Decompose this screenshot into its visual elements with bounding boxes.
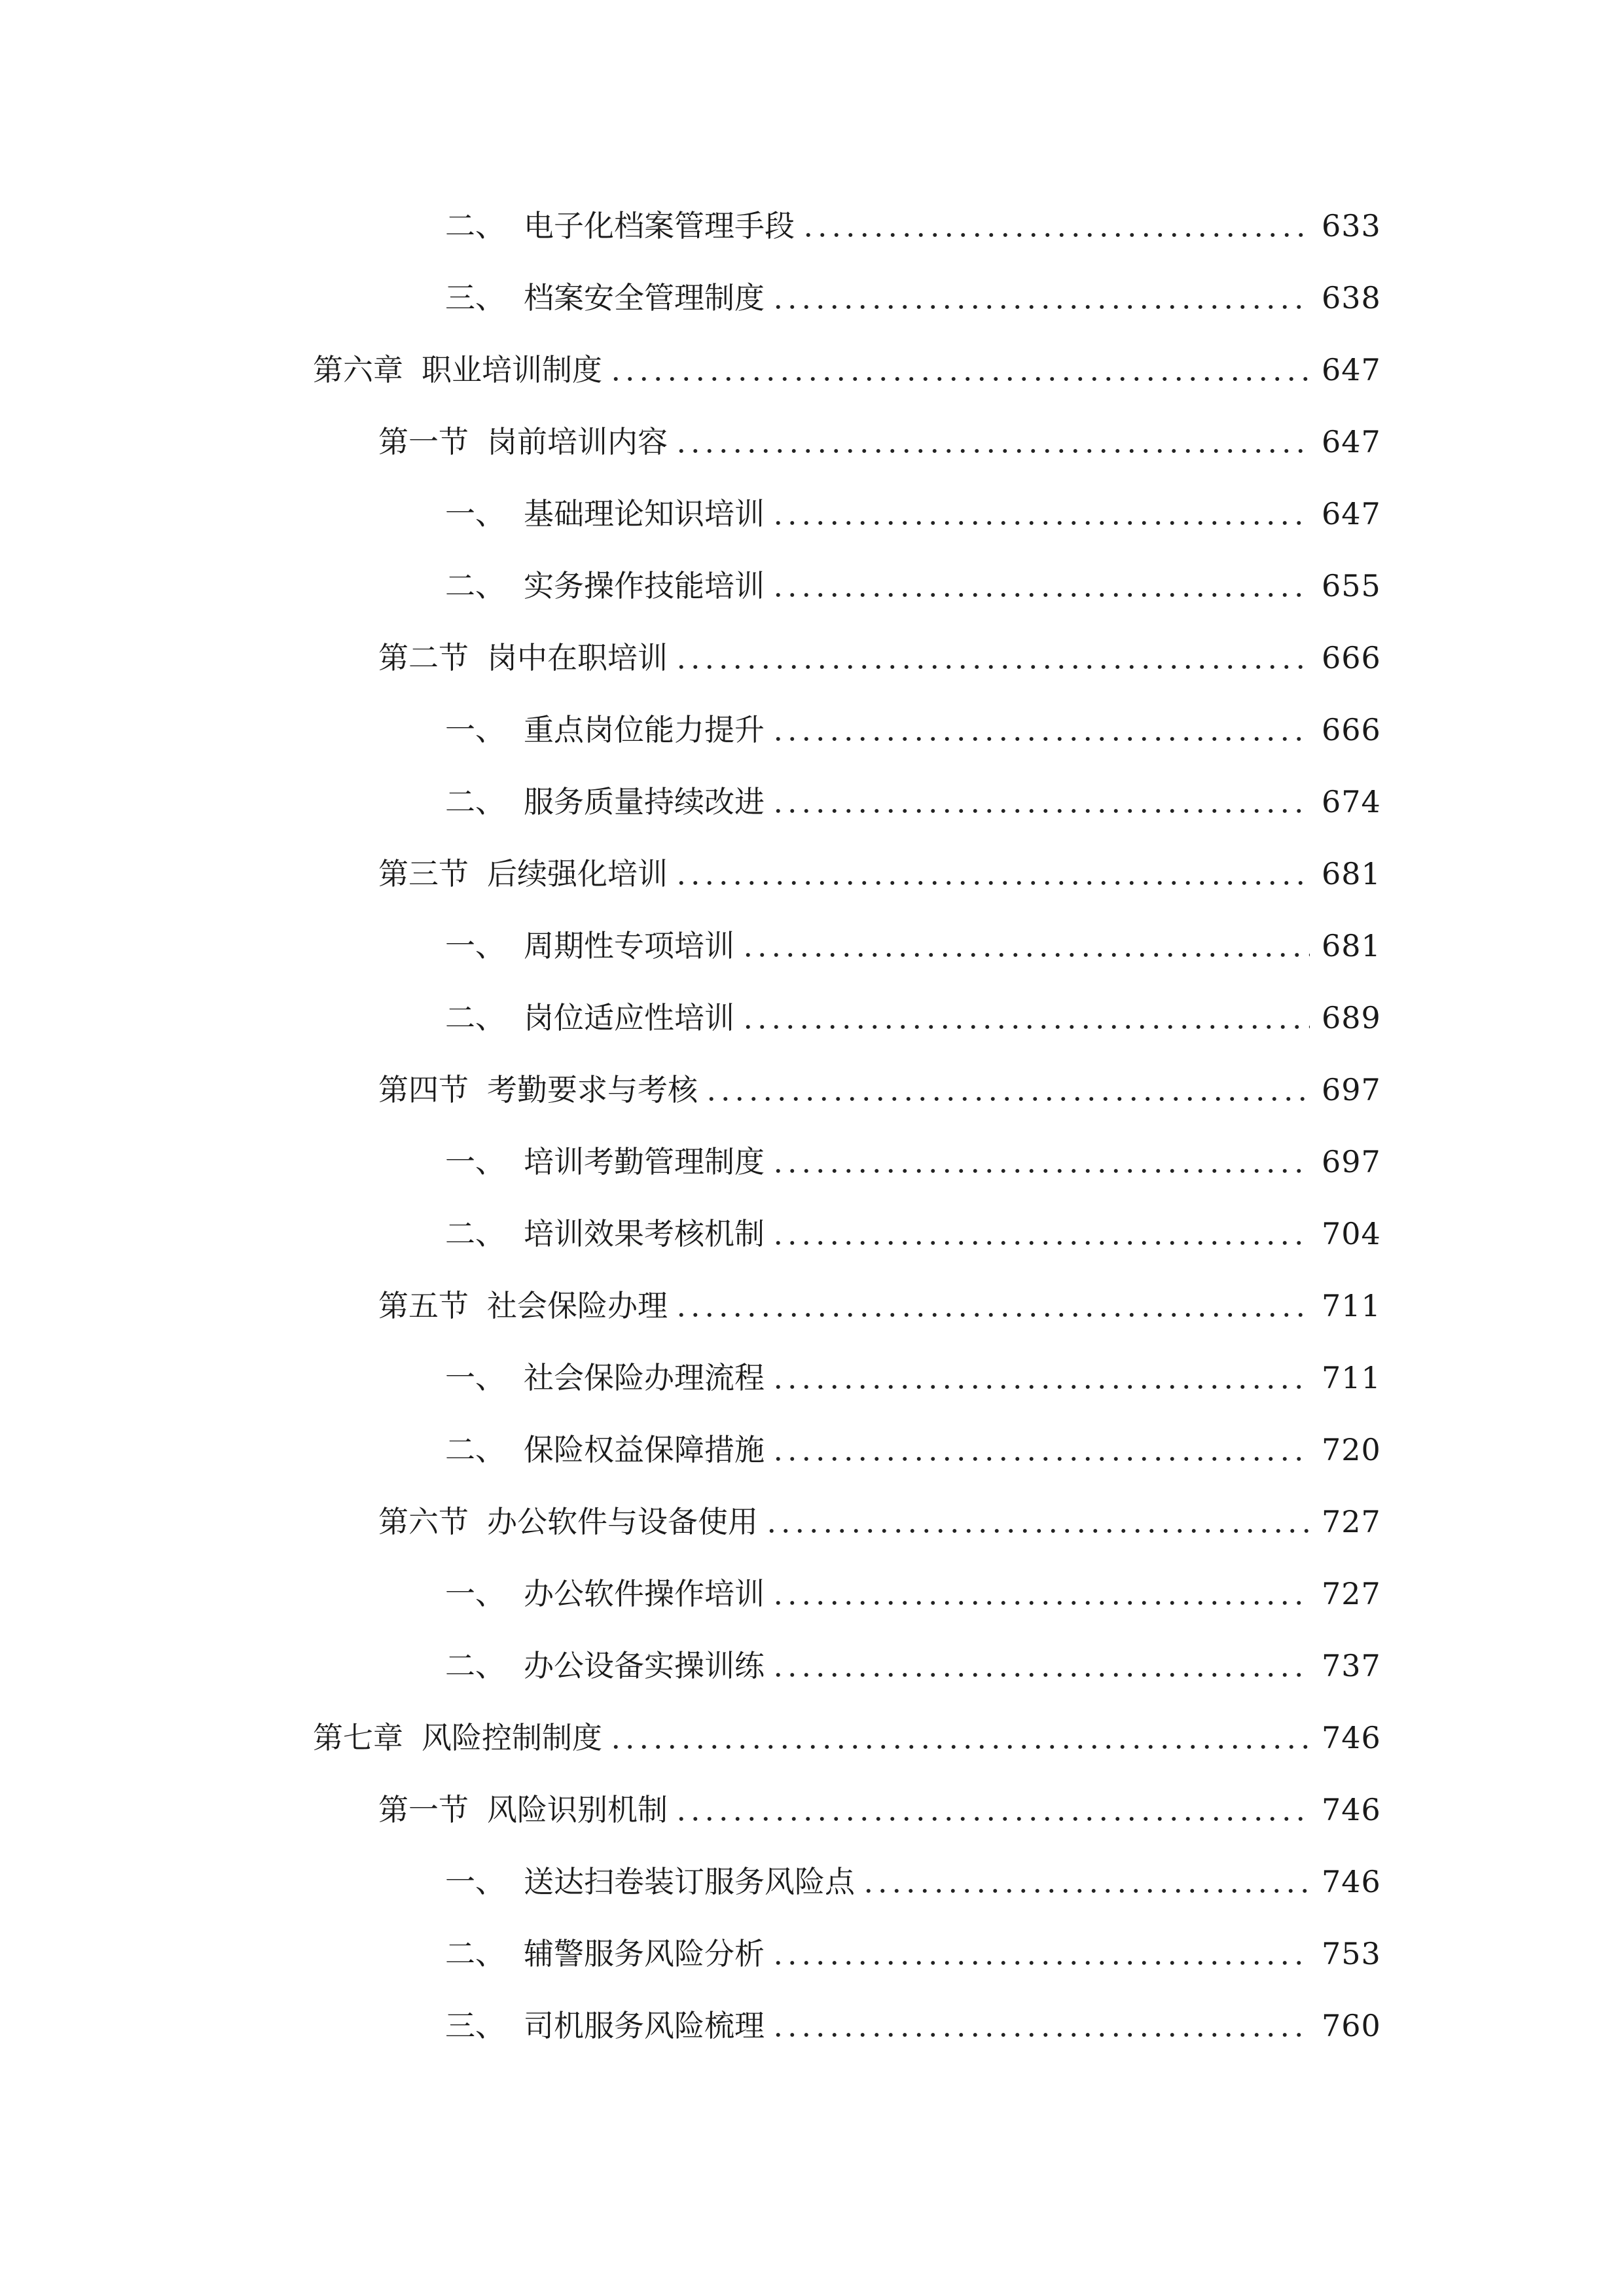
toc-entry-title: 社会保险办理 xyxy=(487,1288,668,1323)
toc-entry-title: 培训考勤管理制度 xyxy=(524,1144,765,1179)
toc-leader-dots xyxy=(674,643,1310,673)
toc-entry-number: 第二节 xyxy=(378,640,469,675)
toc-entry-number: 一、 xyxy=(445,1576,505,1611)
toc-entry-title: 重点岗位能力提升 xyxy=(524,712,765,747)
toc-entry-page-number: 647 xyxy=(1322,424,1381,459)
toc-entry-title: 职业培训制度 xyxy=(422,352,602,387)
toc-entry[interactable] xyxy=(0,1702,1624,1774)
toc-entry[interactable] xyxy=(0,1846,1624,1918)
toc-entry-page-number: 711 xyxy=(1322,1360,1381,1395)
toc-entry-number: 二、 xyxy=(445,1000,505,1035)
toc-entry[interactable] xyxy=(0,1126,1624,1198)
toc-leader-dots xyxy=(771,1363,1310,1393)
toc-entry-title: 办公软件与设备使用 xyxy=(487,1504,758,1539)
toc-entry-page-number: 647 xyxy=(1322,496,1381,531)
toc-entry-number: 第一节 xyxy=(378,424,469,459)
toc-entry-number: 三、 xyxy=(445,280,505,315)
toc-entry[interactable] xyxy=(0,190,1624,262)
toc-leader-dots xyxy=(674,427,1310,457)
toc-entry-page-number: 727 xyxy=(1322,1576,1381,1611)
toc-entry-number: 第一节 xyxy=(378,1792,469,1827)
toc-entry-page-number: 666 xyxy=(1322,640,1381,675)
toc-entry-title: 考勤要求与考核 xyxy=(487,1072,698,1107)
toc-entry-title: 实务操作技能培训 xyxy=(524,568,765,603)
toc-entry[interactable] xyxy=(0,838,1624,910)
toc-entry-page-number: 753 xyxy=(1322,1936,1381,1971)
toc-entry-number: 二、 xyxy=(445,568,505,603)
toc-entry[interactable] xyxy=(0,1270,1624,1342)
toc-entry-title: 服务质量持续改进 xyxy=(524,784,765,819)
toc-entry[interactable] xyxy=(0,550,1624,622)
toc-entry-title: 风险控制制度 xyxy=(422,1720,602,1755)
toc-entry[interactable] xyxy=(0,1558,1624,1630)
toc-entry-page-number: 697 xyxy=(1322,1072,1381,1107)
toc-entry-title: 电子化档案管理手段 xyxy=(524,208,795,243)
toc-leader-dots xyxy=(771,1651,1310,1681)
toc-entry[interactable] xyxy=(0,910,1624,982)
toc-leader-dots xyxy=(674,1795,1310,1825)
toc-entry-page-number: 746 xyxy=(1322,1864,1381,1899)
toc-entry-page-number: 633 xyxy=(1322,208,1381,243)
toc-leader-dots xyxy=(609,355,1310,385)
table-of-contents xyxy=(0,190,1624,2062)
toc-entry-page-number: 727 xyxy=(1322,1504,1381,1539)
toc-entry-title: 社会保险办理流程 xyxy=(524,1360,765,1395)
toc-entry-title: 档案安全管理制度 xyxy=(524,280,765,315)
toc-entry-number: 一、 xyxy=(445,1864,505,1899)
toc-entry-number: 一、 xyxy=(445,1144,505,1179)
toc-entry-page-number: 674 xyxy=(1322,784,1381,819)
toc-leader-dots xyxy=(674,859,1310,889)
toc-leader-dots xyxy=(771,1147,1310,1177)
toc-entry-page-number: 638 xyxy=(1322,280,1381,315)
toc-entry-number: 第五节 xyxy=(378,1288,469,1323)
toc-entry-title: 基础理论知识培训 xyxy=(524,496,765,531)
toc-entry-number: 一、 xyxy=(445,712,505,747)
toc-entry-page-number: 689 xyxy=(1322,1000,1381,1035)
toc-entry-number: 二、 xyxy=(445,1648,505,1683)
toc-entry[interactable] xyxy=(0,1990,1624,2062)
toc-leader-dots xyxy=(771,1579,1310,1609)
toc-entry-title: 岗中在职培训 xyxy=(487,640,668,675)
toc-entry[interactable] xyxy=(0,694,1624,766)
toc-entry[interactable] xyxy=(0,1414,1624,1486)
toc-entry-title: 岗位适应性培训 xyxy=(524,1000,734,1035)
toc-entry-number: 一、 xyxy=(445,928,505,963)
toc-leader-dots xyxy=(771,1435,1310,1465)
toc-entry-title: 岗前培训内容 xyxy=(487,424,668,459)
toc-entry-title: 辅警服务风险分析 xyxy=(524,1936,765,1971)
toc-leader-dots xyxy=(771,571,1310,601)
toc-leader-dots xyxy=(771,787,1310,817)
toc-leader-dots xyxy=(704,1075,1310,1105)
toc-leader-dots xyxy=(765,1507,1310,1537)
toc-entry[interactable] xyxy=(0,478,1624,550)
toc-entry[interactable] xyxy=(0,766,1624,838)
toc-leader-dots xyxy=(771,283,1310,313)
toc-entry[interactable] xyxy=(0,334,1624,406)
toc-entry-title: 办公设备实操训练 xyxy=(524,1648,765,1683)
toc-entry-number: 第四节 xyxy=(378,1072,469,1107)
toc-entry-page-number: 746 xyxy=(1322,1792,1381,1827)
toc-leader-dots xyxy=(771,715,1310,745)
toc-entry-page-number: 655 xyxy=(1322,568,1381,603)
toc-entry-title: 办公软件操作培训 xyxy=(524,1576,765,1611)
toc-entry[interactable] xyxy=(0,1630,1624,1702)
toc-entry[interactable] xyxy=(0,262,1624,334)
toc-leader-dots xyxy=(771,1939,1310,1969)
toc-entry-number: 第三节 xyxy=(378,856,469,891)
toc-leader-dots xyxy=(801,211,1310,241)
toc-leader-dots xyxy=(861,1867,1310,1897)
toc-entry-number: 第六节 xyxy=(378,1504,469,1539)
toc-entry-page-number: 746 xyxy=(1322,1720,1381,1755)
toc-entry[interactable] xyxy=(0,1774,1624,1846)
toc-entry[interactable] xyxy=(0,622,1624,694)
toc-entry[interactable] xyxy=(0,406,1624,478)
toc-entry-page-number: 681 xyxy=(1322,856,1381,891)
toc-entry-page-number: 697 xyxy=(1322,1144,1381,1179)
toc-entry-title: 送达扫卷装订服务风险点 xyxy=(524,1864,855,1899)
toc-leader-dots xyxy=(609,1723,1310,1753)
toc-entry-page-number: 666 xyxy=(1322,712,1381,747)
toc-entry[interactable] xyxy=(0,1918,1624,1990)
toc-entry-number: 二、 xyxy=(445,784,505,819)
toc-entry-page-number: 711 xyxy=(1322,1288,1381,1323)
toc-entry-page-number: 647 xyxy=(1322,352,1381,387)
toc-leader-dots xyxy=(771,2011,1310,2041)
toc-entry[interactable] xyxy=(0,1486,1624,1558)
toc-entry-page-number: 704 xyxy=(1322,1216,1381,1251)
toc-entry-title: 培训效果考核机制 xyxy=(524,1216,765,1251)
toc-entry-title: 保险权益保障措施 xyxy=(524,1432,765,1467)
toc-entry-page-number: 681 xyxy=(1322,928,1381,963)
toc-entry-number: 二、 xyxy=(445,1216,505,1251)
toc-leader-dots xyxy=(771,499,1310,529)
toc-entry-title: 后续强化培训 xyxy=(487,856,668,891)
toc-entry-page-number: 760 xyxy=(1322,2008,1381,2043)
toc-entry[interactable] xyxy=(0,1198,1624,1270)
toc-entry-title: 司机服务风险梳理 xyxy=(524,2008,765,2043)
toc-leader-dots xyxy=(674,1291,1310,1321)
toc-entry-number: 第六章 xyxy=(313,352,403,387)
toc-entry-page-number: 720 xyxy=(1322,1432,1381,1467)
toc-leader-dots xyxy=(741,931,1310,961)
toc-entry-title: 周期性专项培训 xyxy=(524,928,734,963)
toc-entry[interactable] xyxy=(0,1342,1624,1414)
toc-entry-number: 二、 xyxy=(445,208,505,243)
toc-leader-dots xyxy=(771,1219,1310,1249)
toc-entry-number: 第七章 xyxy=(313,1720,403,1755)
toc-entry[interactable] xyxy=(0,982,1624,1054)
toc-leader-dots xyxy=(741,1003,1310,1033)
toc-entry-number: 二、 xyxy=(445,1936,505,1971)
toc-entry-page-number: 737 xyxy=(1322,1648,1381,1683)
toc-entry[interactable] xyxy=(0,1054,1624,1126)
toc-entry-number: 一、 xyxy=(445,496,505,531)
toc-entry-number: 三、 xyxy=(445,2008,505,2043)
toc-entry-number: 二、 xyxy=(445,1432,505,1467)
toc-entry-title: 风险识别机制 xyxy=(487,1792,668,1827)
toc-entry-number: 一、 xyxy=(445,1360,505,1395)
